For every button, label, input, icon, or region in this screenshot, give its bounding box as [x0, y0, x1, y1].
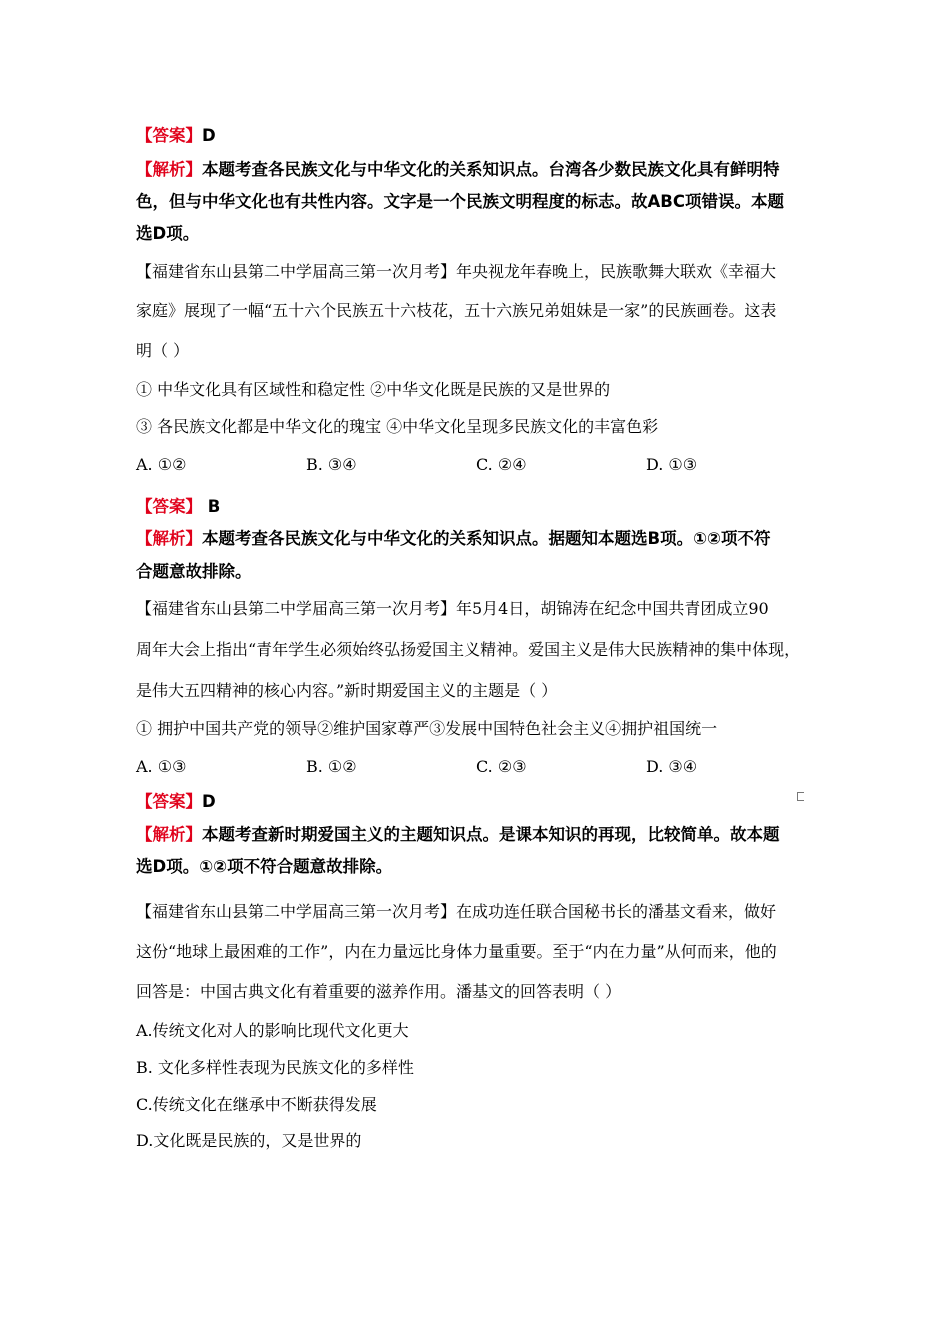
q4-option-a: A.传统文化对人的影响比现代文化更大 — [136, 1021, 409, 1040]
analysis-text: 本题考查新时期爱国主义的主题知识点。是课本知识的再现，比较简单。故本题 — [202, 825, 780, 844]
answer-tag: 【答案】 — [136, 126, 202, 145]
q2-analysis-line-2: 合题意故排除。 — [136, 562, 252, 581]
q4-option-d: D.文化既是民族的，又是世界的 — [136, 1131, 362, 1150]
q1-answer — [136, 126, 216, 146]
analysis-text: 本题考查各民族文化与中华文化的关系知识点。台湾各少数民族文化具有鲜明特 — [202, 160, 780, 179]
q3-stem-line-1: 【福建省东山县第二中学届高三第一次月考】年5月4日，胡锦涛在纪念中国共青团成立90 — [136, 599, 769, 618]
q3-option-c: C. ②③ — [476, 757, 527, 776]
q2-option-d: D. ①③ — [646, 455, 698, 474]
q2-stem-line-3: 明（ ） — [136, 341, 190, 360]
q2-answer — [136, 497, 220, 517]
q2-analysis-line-1 — [136, 529, 771, 549]
q3-statement-1: ① 拥护中国共产党的领导②维护国家尊严③发展中国特色社会主义④拥护祖国统一 — [136, 719, 718, 738]
analysis-tag: 【解析】 — [136, 160, 202, 179]
analysis-text: 本题考查各民族文化与中华文化的关系知识点。据题知本题选B项。①②项不符 — [202, 529, 771, 548]
q2-option-a: A. ①② — [136, 455, 187, 474]
q3-analysis-line-1 — [136, 825, 780, 845]
q2-option-c: C. ②④ — [476, 455, 527, 474]
q4-option-b: B. 文化多样性表现为民族文化的多样性 — [136, 1058, 414, 1077]
q3-stem-line-3: 是伟大五四精神的核心内容。”新时期爱国主义的主题是（ ） — [136, 681, 558, 700]
q2-stem-line-1: 【福建省东山县第二中学届高三第一次月考】年央视龙年春晚上，民族歌舞大联欢《幸福大 — [136, 262, 777, 281]
q2-stem-line-2: 家庭》展现了一幅“五十六个民族五十六枝花，五十六族兄弟姐妹是一家”的民族画卷。这表 — [136, 301, 777, 320]
q2-option-b: B. ③④ — [306, 455, 357, 474]
answer-value: B — [202, 497, 221, 516]
analysis-tag: 【解析】 — [136, 529, 202, 548]
q3-option-a: A. ①③ — [136, 757, 187, 776]
q3-stem-line-2: 周年大会上指出“青年学生必须始终弘扬爱国主义精神。爱国主义是伟大民族精神的集中体现， — [136, 640, 801, 659]
q1-analysis-line-2: 色，但与中华文化也有共性内容。文字是一个民族文明程度的标志。故ABC项错误。本题 — [136, 192, 784, 211]
q2-statement-2: ③ 各民族文化都是中华文化的瑰宝 ④中华文化呈现多民族文化的丰富色彩 — [136, 417, 659, 436]
answer-value: D — [202, 126, 216, 145]
answer-tag: 【答案】 — [136, 792, 202, 811]
answer-value: D — [202, 792, 216, 811]
q3-answer — [136, 792, 216, 812]
q4-stem-line-1: 【福建省东山县第二中学届高三第一次月考】在成功连任联合国秘书长的潘基文看来，做好 — [136, 902, 777, 921]
text-cursor-mark — [797, 792, 804, 801]
q3-option-b: B. ①② — [306, 757, 357, 776]
answer-tag: 【答案】 — [136, 497, 202, 516]
q2-statement-1: ① 中华文化具有区域性和稳定性 ②中华文化既是民族的又是世界的 — [136, 380, 611, 399]
q1-analysis-line-3: 选D项。 — [136, 224, 200, 243]
q3-analysis-line-2: 选D项。①②项不符合题意故排除。 — [136, 857, 393, 876]
q4-option-c: C.传统文化在继承中不断获得发展 — [136, 1095, 377, 1114]
q4-stem-line-2: 这份“地球上最困难的工作”，内在力量远比身体力量重要。至于“内在力量”从何而来，他的 — [136, 942, 777, 961]
q1-analysis-line-1 — [136, 160, 780, 180]
q4-stem-line-3: 回答是：中国古典文化有着重要的滋养作用。潘基文的回答表明（ ） — [136, 982, 622, 1001]
analysis-tag: 【解析】 — [136, 825, 202, 844]
q3-option-d: D. ③④ — [646, 757, 698, 776]
